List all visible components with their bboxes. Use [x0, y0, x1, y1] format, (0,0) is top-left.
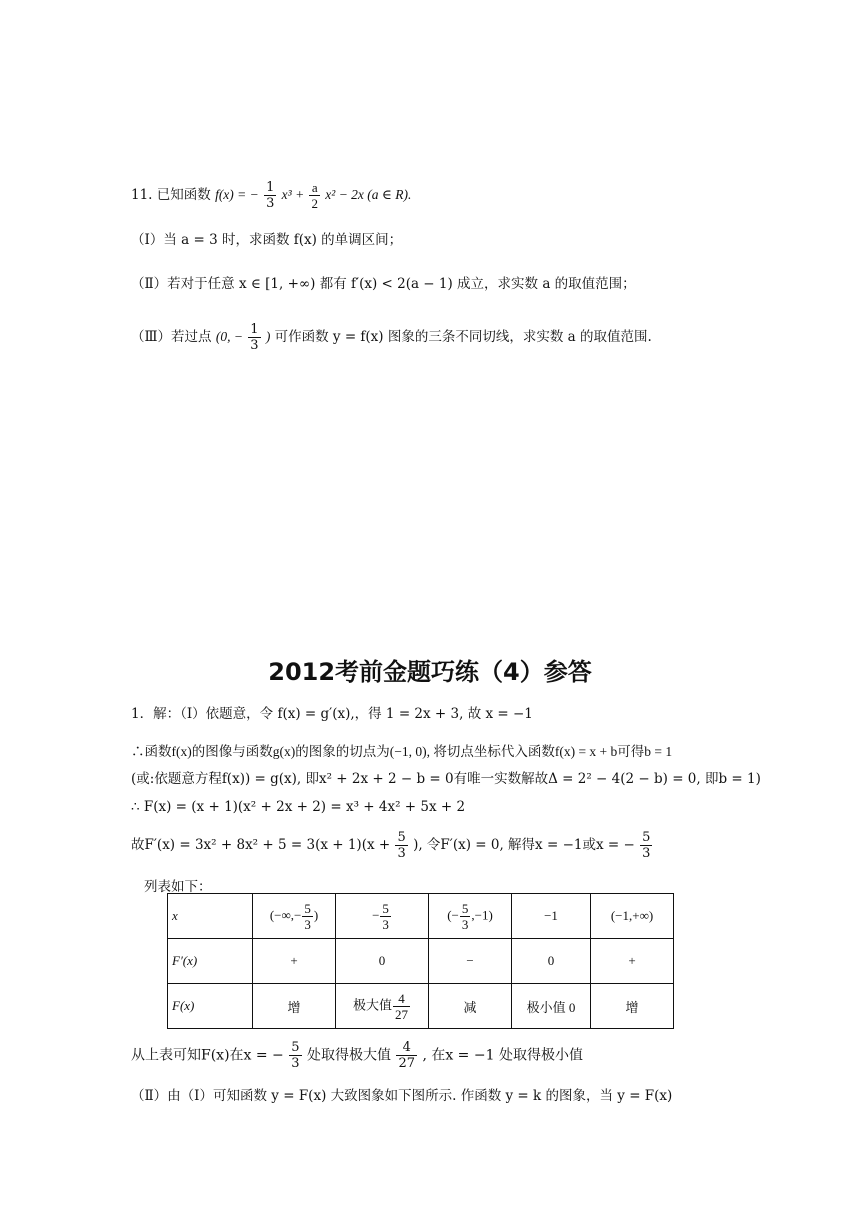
cell-text: 极大值: [352, 996, 392, 1012]
table-cell: +: [591, 939, 674, 984]
table-cell: [253, 894, 336, 939]
fraction-denominator: 2: [311, 196, 318, 211]
fraction-five-thirds: [289, 1040, 301, 1071]
cell-text: ): [313, 906, 319, 922]
table-cell: 增: [591, 984, 674, 1029]
table-cell: (−1,+∞): [591, 894, 674, 939]
formula-text: 故F′(x) = 3x² + 8x² + 5 = 3(x + 1)(x +: [131, 837, 391, 853]
fraction-denominator: 3: [266, 196, 275, 211]
table-header-cell: F(x): [168, 984, 253, 1029]
table-cell: 减: [429, 984, 512, 1029]
fraction-denominator: 3: [250, 338, 259, 353]
question-number-text: 11. 已知函数: [131, 187, 211, 203]
fraction-numerator: 5: [304, 900, 311, 916]
table-row: [168, 939, 674, 984]
table-cell: −: [429, 939, 512, 984]
fraction-numerator: 5: [642, 830, 651, 845]
table-header-cell: F′(x): [168, 939, 253, 984]
table-cell: [336, 894, 429, 939]
answer-conclusion: [131, 1040, 583, 1071]
fraction-one-third: [264, 180, 276, 211]
table-row: [168, 894, 674, 939]
answer-line-2: ∴函数f(x)的图像与函数g(x)的图象的切点为(−1, 0), 将切点坐标代入函数f(x) = x + b可得b = 1: [131, 744, 673, 759]
fraction-numerator: 4: [396, 1040, 417, 1056]
fraction-five-thirds: [640, 830, 652, 861]
answer-title: 2012考前金题巧练（4）参答: [268, 658, 592, 686]
answer-part2-line: （Ⅱ）由（Ⅰ）可知函数 y = F(x) 大致图象如下图所示. 作函数 y = k 的图象，当 y = F(x): [131, 1088, 673, 1104]
cell-text: (−: [447, 906, 459, 922]
question-11-part3: [131, 322, 652, 353]
formula-text: ): [265, 329, 271, 344]
fraction-denominator: 3: [382, 916, 389, 932]
table-cell: [336, 984, 429, 1029]
table-cell: 0: [512, 939, 591, 984]
fraction-numerator: a: [309, 180, 320, 196]
table-cell: 极小值 0: [512, 984, 591, 1029]
fraction-numerator: 5: [291, 1040, 300, 1055]
monotonicity-table: [167, 893, 674, 1029]
fraction-denominator: 27: [395, 1006, 408, 1022]
table-header-cell: x: [168, 894, 253, 939]
fraction-denominator: 3: [291, 1056, 300, 1071]
answer-line-4: ∴ F(x) = (x + 1)(x² + 2x + 2) = x³ + 4x² + 5x + 2: [131, 799, 466, 815]
fraction-denominator: 3: [461, 916, 469, 932]
fraction-denominator: 3: [642, 846, 651, 861]
fraction-five-thirds: [302, 901, 313, 932]
formula-text: x² − 2x (a ∈ R).: [325, 187, 412, 202]
table-cell: [429, 894, 512, 939]
answer-line-1: 1．解：（Ⅰ）依题意，令 f(x) = g′(x),，得 1 = 2x + 3, 故 x = −1: [131, 706, 533, 722]
formula-text: 从上表可知F(x)在x = −: [131, 1047, 284, 1064]
fraction-one-third: [248, 322, 260, 353]
fraction-numerator: 1: [250, 322, 259, 337]
fraction-denominator: 27: [398, 1056, 415, 1071]
question-11-intro: [131, 180, 411, 211]
fraction-four-twentysevenths: [396, 1040, 417, 1071]
formula-text: ), 令F′(x) = 0, 解得x = −1或x = −: [413, 837, 635, 853]
question-11-part1: （Ⅰ）当 a = 3 时，求函数 f(x) 的单调区间；: [131, 232, 403, 248]
formula-text: , 在x = −1 处取得极小值: [422, 1047, 583, 1064]
fraction-four-twentysevenths: [393, 991, 410, 1022]
formula-text: f(x) = −: [215, 187, 259, 202]
answer-line-5: [131, 830, 653, 861]
fraction-numerator: 5: [397, 830, 406, 845]
cell-text: ,−1): [471, 906, 493, 922]
formula-text: 处取得极大值: [306, 1047, 391, 1064]
part-text: 可作函数 y = f(x) 图象的三条不同切线，求实数 a 的取值范围.: [274, 329, 652, 345]
table-cell: 增: [253, 984, 336, 1029]
fraction-numerator: 5: [461, 900, 469, 916]
fraction-numerator: 1: [266, 180, 275, 195]
fraction-five-thirds: [395, 830, 407, 861]
fraction-a-half: [309, 180, 320, 211]
question-11-part2: （Ⅱ）若对于任意 x ∈ [1, +∞) 都有 f′(x) < 2(a − 1) 成立，求实数 a 的取值范围；: [131, 276, 636, 292]
fraction-five-thirds: [380, 901, 391, 932]
cell-text: −: [372, 906, 380, 922]
fraction-denominator: 3: [304, 916, 311, 932]
answer-line-3: (或:依题意方程f(x)) = g(x), 即x² + 2x + 2 − b = 0有唯一实数解故Δ = 2² − 4(2 − b) = 0, 即b = 1): [131, 771, 761, 787]
cell-text: (−∞,−: [269, 906, 302, 922]
fraction-five-thirds: [460, 901, 471, 932]
table-cell: 0: [336, 939, 429, 984]
formula-text: (0, −: [215, 329, 243, 344]
table-row: [168, 984, 674, 1029]
part-label: （Ⅲ）若过点: [131, 329, 212, 345]
fraction-numerator: 4: [393, 991, 410, 1007]
formula-text: x³ +: [281, 187, 305, 202]
fraction-denominator: 3: [397, 846, 406, 861]
table-caption: 列表如下：: [144, 879, 212, 895]
table-cell: −1: [512, 894, 591, 939]
table-cell: +: [253, 939, 336, 984]
fraction-numerator: 5: [382, 900, 389, 916]
